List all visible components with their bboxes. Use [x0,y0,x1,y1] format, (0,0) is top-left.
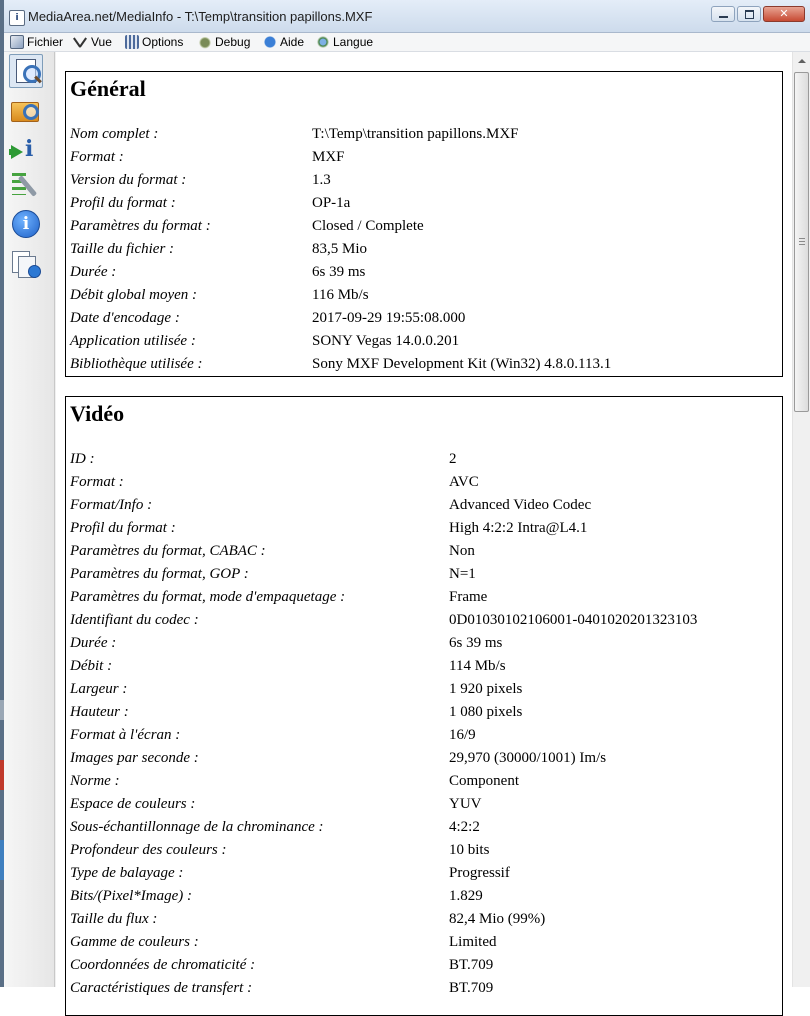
info-row [70,353,778,376]
field-value: 83,5 Mio [312,241,368,257]
field-label: Profil du format : [70,520,176,536]
info-row [70,284,778,307]
export-info-icon [11,145,23,159]
menu-aide[interactable] [263,35,304,49]
field-value: Advanced Video Codec [449,497,592,513]
menu-label: Aide [280,35,305,49]
field-label: Bibliothèque utilisée : [70,356,203,372]
field-value: Sony MXF Development Kit (Win32) 4.8.0.113.1 [312,356,612,372]
field-label: Format à l'écran : [70,727,181,743]
section-title: Vidéo [70,401,125,426]
info-row [70,330,778,353]
field-value: MXF [312,149,345,165]
field-value: 10 bits [449,842,490,858]
video-section [65,396,783,1016]
field-label: Paramètres du format : [70,218,211,234]
field-label: Taille du fichier : [70,241,175,257]
field-value: YUV [449,796,482,812]
file-icon [10,35,24,49]
field-label: Profil du format : [70,195,176,211]
field-label: Hauteur : [70,704,129,720]
info-row [70,908,778,931]
field-label: Débit : [70,658,113,674]
field-label: Identifiant du codec : [70,612,199,628]
field-label: Largeur : [70,681,128,697]
field-value: 4:2:2 [449,819,480,835]
field-label: Paramètres du format, mode d'empaquetage : [70,589,346,605]
info-row [70,885,778,908]
field-label: Profondeur des couleurs : [70,842,227,858]
field-value: AVC [449,474,479,490]
info-row [70,494,778,517]
menu-bar [4,33,810,52]
field-value: 1 920 pixels [449,681,523,697]
field-value: 6s 39 ms [449,635,503,651]
menu-options[interactable] [125,35,183,49]
field-value: 6s 39 ms [312,264,366,280]
info-row [70,747,778,770]
window-title: MediaArea.net/MediaInfo - T:\Temp\transition papillons.MXF [28,9,373,24]
info-row [70,632,778,655]
info-row [70,609,778,632]
info-row [70,701,778,724]
magnifier-icon [23,104,39,120]
section-title: Général [70,76,146,101]
general-section [65,71,783,377]
menu-label: Vue [91,35,112,49]
field-label: Type de balayage : [70,865,184,881]
field-value: 116 Mb/s [312,287,369,303]
field-label: Format : [70,474,124,490]
field-value: BT.709 [449,957,494,973]
info-icon: i [25,136,34,162]
info-row [70,238,778,261]
field-value: 0D01030102106001-0401020201323103 [449,612,698,628]
open-folder-button[interactable] [9,92,43,126]
field-label: Format : [70,149,124,165]
info-row [70,862,778,885]
info-row [70,192,778,215]
info-row [70,146,778,169]
info-row [70,586,778,609]
menu-label: Langue [333,35,374,49]
field-label: Débit global moyen : [70,287,198,303]
field-label: Paramètres du format, GOP : [70,566,249,582]
field-value: N=1 [449,566,476,582]
preferences-button[interactable] [9,168,43,202]
scrollbar-thumb[interactable] [794,72,809,412]
grip-icon [799,238,805,245]
menu-label: Options [142,35,184,49]
field-value: 1.829 [449,888,483,904]
info-row [70,540,778,563]
general-rows [70,123,778,376]
field-value: 1 080 pixels [449,704,523,720]
menu-fichier[interactable] [10,35,63,49]
info-pane [56,52,792,996]
minimize-button[interactable] [711,6,735,22]
side-toolbar [4,52,55,987]
info-row [70,448,778,471]
field-label: Gamme de couleurs : [70,934,199,950]
field-value: Progressif [449,865,510,881]
field-label: Coordonnées de chromaticité : [70,957,256,973]
field-label: Taille du flux : [70,911,158,927]
mediainfo-window [4,0,810,996]
info-row [70,563,778,586]
info-row [70,839,778,862]
field-label: Caractéristiques de transfert : [70,980,253,996]
field-value: Frame [449,589,488,605]
close-button[interactable]: ✕ [763,6,805,22]
info-row [70,307,778,330]
title-bar[interactable] [4,0,810,33]
info-row [70,816,778,839]
info-row [70,261,778,284]
video-rows [70,448,778,1000]
info-row [70,169,778,192]
about-button[interactable] [9,207,43,241]
info-row [70,954,778,977]
field-value: 16/9 [449,727,476,743]
info-row [70,770,778,793]
menu-langue[interactable] [316,35,373,49]
field-value: OP-1a [312,195,351,211]
field-label: Espace de couleurs : [70,796,196,812]
scroll-up-arrow-icon[interactable] [794,53,809,69]
refresh-icon [28,265,41,278]
info-row [70,724,778,747]
vertical-scrollbar[interactable] [792,52,810,987]
field-value: Component [449,773,519,789]
field-value: 29,970 (30000/1001) Im/s [449,750,607,766]
info-row [70,655,778,678]
field-label: Norme : [70,773,120,789]
field-value: Closed / Complete [312,218,424,234]
about-icon: i [12,210,40,238]
field-value: 114 Mb/s [449,658,506,674]
info-row [70,123,778,146]
language-icon [316,35,330,49]
view-sheets-button[interactable] [9,248,43,282]
options-icon [125,35,139,49]
field-label: Durée : [70,264,117,280]
field-label: Bits/(Pixel*Image) : [70,888,193,904]
field-value: Limited [449,934,497,950]
menu-debug[interactable] [198,35,250,49]
field-label: Format/Info : [70,497,153,513]
export-button[interactable] [9,132,43,166]
info-row [70,215,778,238]
field-value: BT.709 [449,980,494,996]
field-label: Paramètres du format, CABAC : [70,543,266,559]
info-row [70,678,778,701]
field-value: 1.3 [312,172,331,188]
field-value: 2 [449,451,457,467]
info-row [70,793,778,816]
info-row [70,517,778,540]
field-value: SONY Vegas 14.0.0.201 [312,333,460,349]
field-label: Version du format : [70,172,187,188]
field-value: Non [449,543,475,559]
debug-icon [198,35,212,49]
field-label: Nom complet : [70,126,159,142]
help-icon [263,35,277,49]
field-label: Date d'encodage : [70,310,180,326]
menu-vue[interactable] [74,35,112,49]
field-label: ID : [70,451,95,467]
field-value: High 4:2:2 Intra@L4.1 [449,520,588,536]
field-value: T:\Temp\transition papillons.MXF [312,126,519,142]
field-value: 82,4 Mio (99%) [449,911,546,927]
field-value: 2017-09-29 19:55:08.000 [312,310,466,326]
info-row [70,977,778,1000]
view-icon [74,36,88,48]
open-file-button[interactable] [9,54,43,88]
field-label: Images par seconde : [70,750,199,766]
menu-label: Debug [215,35,251,49]
field-label: Durée : [70,635,117,651]
mediainfo-icon[interactable]: i [9,10,25,26]
field-label: Sous-échantillonnage de la chrominance : [70,819,324,835]
field-label: Application utilisée : [70,333,196,349]
menu-label: Fichier [27,35,64,49]
info-row [70,471,778,494]
info-row [70,931,778,954]
maximize-button[interactable] [737,6,761,22]
